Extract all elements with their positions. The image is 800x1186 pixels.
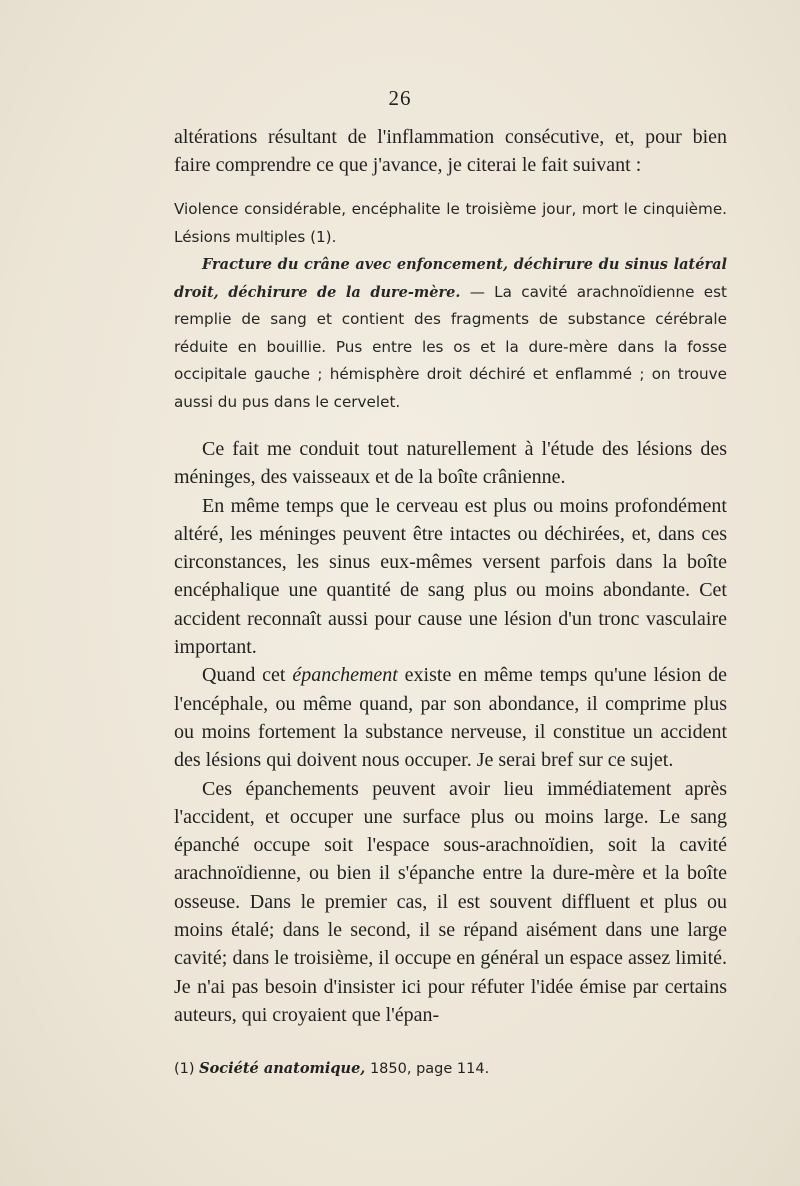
paragraph-3-end: existe en même temps qu'une lésion de l'encéphale, ou même quand, par son abondance, il comprime plus ou moins fortement la substance nerveuse, il constitue un accident des lésions qui doivent nous occuper. Je serai bref sur ce sujet. — [174, 664, 727, 772]
footnote-marker: (1) — [174, 1061, 195, 1077]
case-details — [174, 251, 727, 416]
case-title: Fracture du crâne avec enfoncement, déchirure du sinus latéral droit, déchirure de la dure-mère. — [174, 256, 727, 301]
case-report — [174, 196, 727, 416]
paragraph-3 — [174, 661, 727, 774]
main-text — [174, 435, 727, 1029]
footnote-source: Société anatomique, — [199, 1060, 366, 1077]
paragraph-1: Ce fait me conduit tout naturellement à l'étude des lésions des méninges, des vaisseaux et de la boîte crânienne. — [174, 438, 727, 489]
intro-paragraph: altérations résultant de l'inflammation consécutive, et, pour bien faire comprendre ce que j'avance, je citerai le fait suivant : — [174, 126, 727, 176]
paragraph-2: En même temps que le cerveau est plus ou moins profondément altéré, les méninges peuvent être intactes ou déchirées, et, dans ces circonstances, les sinus eux-mêmes versent parfois dans la boîte encéphalique une quantité de sang plus ou moins abondante. Cet accident reconnaît aussi pour cause une lésion d'un tronc vasculaire important. — [174, 494, 727, 659]
paragraph-3-emphasis: épanchement — [292, 664, 398, 687]
case-description: — La cavité arachnoïdienne est remplie de sang et contient des fragments de substance cérébrale réduite en bouillie. Pus entre les os et la dure-mère dans la fosse occipitale gauche ; hémisphère droit déchiré et enflammé ; on trouve aussi du pus dans le cervelet. — [174, 282, 727, 411]
page-number: 26 — [388, 86, 412, 110]
case-summary: Violence considérable, encéphalite le troisième jour, mort le cinquième. Lésions multiples (1). — [174, 200, 727, 246]
paragraph-4: Ces épanchements peuvent avoir lieu immédiatement après l'accident, et occuper une surface plus ou moins large. Le sang épanché occupe soit l'espace sous-arachnoïdien, soit la cavité arachnoïdienne, ou bien il s'épanche entre la dure-mère et la boîte osseuse. Dans le premier cas, il est souvent diffluent et plus ou moins étalé; dans le second, il se répand aisément dans une large cavité; dans le troisième, il occupe en général un espace assez limité. Je n'ai pas besoin d'insister ici pour réfuter l'idée émise par certains auteurs, qui croyaient que l'épan- — [174, 777, 727, 1026]
paragraph-3-start: Quand cet — [202, 664, 293, 687]
footnote — [174, 1060, 727, 1077]
footnote-reference: 1850, page 114. — [365, 1061, 490, 1077]
